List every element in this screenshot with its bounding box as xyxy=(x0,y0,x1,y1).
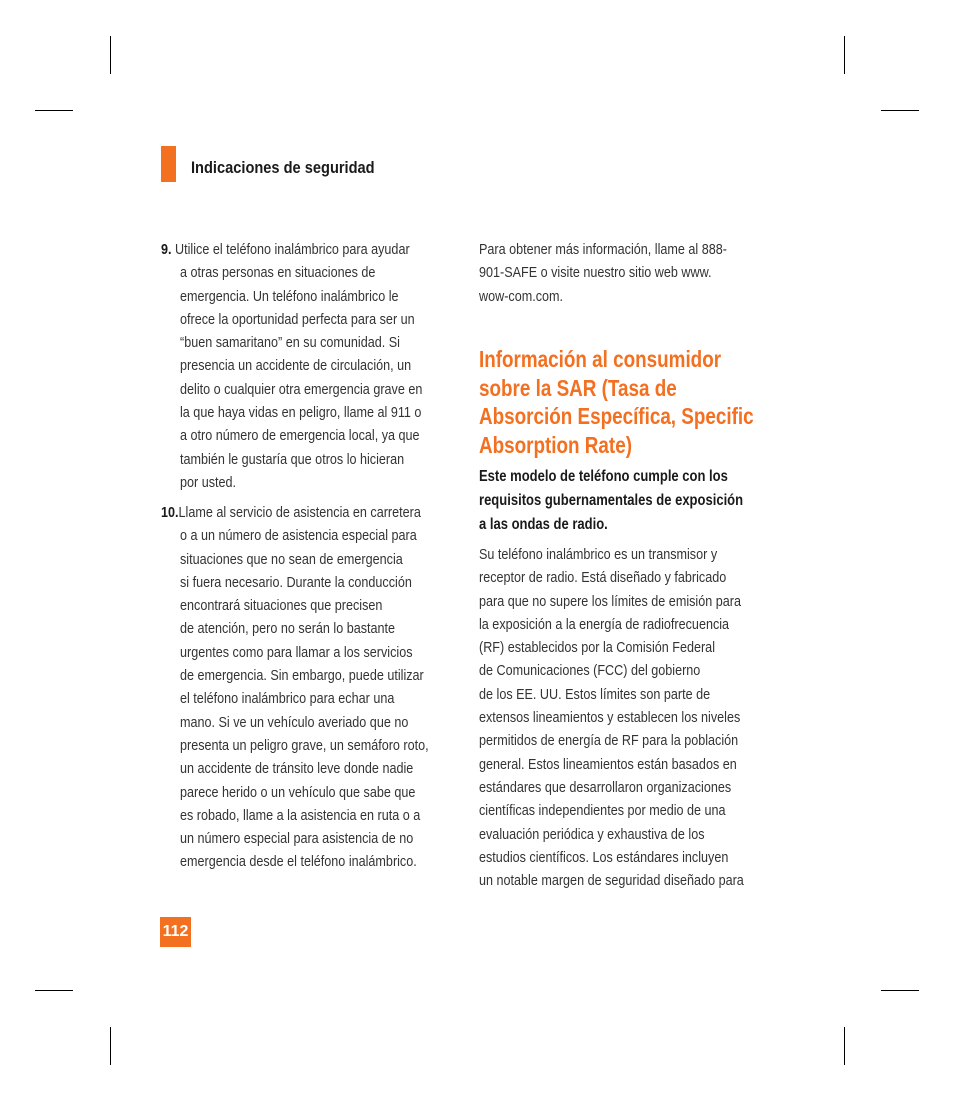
paragraph-line: estudios científicos. Los estándares incluyen xyxy=(479,848,729,866)
heading-line: Absorción Específica, Specific xyxy=(479,403,754,429)
heading-line: sobre la SAR (Tasa de xyxy=(479,374,677,401)
section-title: Indicaciones de seguridad xyxy=(191,158,375,177)
crop-mark-top-left-horizontal xyxy=(35,110,73,111)
list-item-line: es robado, llame a la asistencia en ruta o a xyxy=(180,806,421,824)
paragraph-line: la exposición a la energía de radiofrecuencia xyxy=(479,615,730,633)
list-item-line: “buen samaritano” en su comunidad. Si xyxy=(180,334,400,352)
heading-line: Información al consumidor xyxy=(479,346,722,372)
list-item-line: delito o cualquier otra emergencia grave en xyxy=(180,380,423,398)
list-item-number: 10. xyxy=(161,504,179,521)
list-item-line: a otras personas en situaciones de xyxy=(180,264,376,282)
list-item-line: de emergencia. Sin embargo, puede utilizar xyxy=(180,667,424,685)
list-item-line: ofrece la oportunidad perfecta para ser un xyxy=(180,310,415,328)
contact-info-paragraph xyxy=(479,238,774,308)
paragraph-line: Para obtener más información, llame al 888- xyxy=(479,241,727,258)
list-item-line: mano. Si ve un vehículo averiado que no xyxy=(180,713,409,731)
crop-mark-top-right-horizontal xyxy=(881,110,919,111)
paragraph-line: wow-com.com. xyxy=(479,287,564,305)
list-item-number: 9. xyxy=(161,241,172,258)
list-item-line: si fuera necesario. Durante la conducción xyxy=(180,573,412,591)
heading-line: Absorption Rate) xyxy=(479,431,632,458)
paragraph-line: evaluación periódica y exhaustiva de los xyxy=(479,825,705,843)
list-item-line: presenta un peligro grave, un semáforo roto, xyxy=(180,736,429,754)
list-item-10 xyxy=(161,501,476,874)
paragraph-line: un notable margen de seguridad diseñado para xyxy=(479,872,744,890)
list-item-line: un accidente de tránsito leve donde nadie xyxy=(180,760,414,778)
crop-mark-top-left-vertical xyxy=(110,36,111,74)
list-item-line: de atención, pero no serán lo bastante xyxy=(180,620,396,638)
list-item-line: situaciones que no sean de emergencia xyxy=(180,550,403,568)
list-item-line: el teléfono inalámbrico para echar una xyxy=(180,690,395,708)
crop-mark-bottom-right-vertical xyxy=(844,1027,845,1065)
paragraph-line: de Comunicaciones (FCC) del gobierno xyxy=(479,662,701,680)
crop-mark-top-right-vertical xyxy=(844,36,845,74)
paragraph-line: extensos lineamientos y establecen los niveles xyxy=(479,709,741,727)
page-number: 112 xyxy=(160,917,191,947)
paragraph-line: (RF) establecidos por la Comisión Federal xyxy=(479,639,716,657)
list-item-line: emergencia desde el teléfono inalámbrico. xyxy=(180,853,417,871)
list-item-line: a otro número de emergencia local, ya que xyxy=(180,427,420,445)
bold-line: requisitos gubernamentales de exposición xyxy=(479,492,744,509)
list-item-line: también le gustaría que otros lo hicieran xyxy=(180,450,405,468)
paragraph-line: para que no supere los límites de emisión para xyxy=(479,592,741,610)
list-item-line: parece herido o un vehículo que sabe que xyxy=(180,783,416,801)
list-item-line: por usted. xyxy=(180,473,237,491)
paragraph-line: Su teléfono inalámbrico es un transmisor y xyxy=(479,546,718,563)
list-item-line: urgentes como para llamar a los servicios xyxy=(180,643,413,661)
list-item-line: o a un número de asistencia especial para xyxy=(180,527,417,545)
paragraph-line: permitidos de energía de RF para la población xyxy=(479,732,739,750)
section-marker xyxy=(161,146,176,182)
bold-line: a las ondas de radio. xyxy=(479,516,608,533)
list-item-line: un número especial para asistencia de no xyxy=(180,830,414,848)
paragraph-line: 901-SAFE o visite nuestro sitio web www. xyxy=(479,264,712,282)
paragraph-line: estándares que desarrollaron organizaciones xyxy=(479,778,732,796)
list-item-line: la que haya vidas en peligro, llame al 911 o xyxy=(180,404,422,422)
list-item-line: presencia un accidente de circulación, un xyxy=(180,357,412,375)
crop-mark-bottom-right-horizontal xyxy=(881,990,919,991)
list-item-line: emergencia. Un teléfono inalámbrico le xyxy=(180,287,399,305)
crop-mark-bottom-left-horizontal xyxy=(35,990,73,991)
paragraph-line: receptor de radio. Está diseñado y fabricado xyxy=(479,569,727,587)
paragraph-line: de los EE. UU. Estos límites son parte de xyxy=(479,685,711,703)
list-item-line: encontrará situaciones que precisen xyxy=(180,597,383,615)
bold-line: Este modelo de teléfono cumple con los xyxy=(479,468,728,485)
sar-body-paragraph xyxy=(479,543,794,892)
sar-heading xyxy=(479,345,814,459)
crop-mark-bottom-left-vertical xyxy=(110,1027,111,1065)
paragraph-line: científicas independientes por medio de una xyxy=(479,802,726,820)
list-item-9 xyxy=(161,238,469,494)
compliance-statement xyxy=(479,465,793,537)
list-item-line: 10.Llame al servicio de asistencia en carretera xyxy=(161,504,421,521)
paragraph-line: general. Estos lineamientos están basados en xyxy=(479,755,737,773)
list-item-line: 9. Utilice el teléfono inalámbrico para ayudar xyxy=(161,241,410,258)
